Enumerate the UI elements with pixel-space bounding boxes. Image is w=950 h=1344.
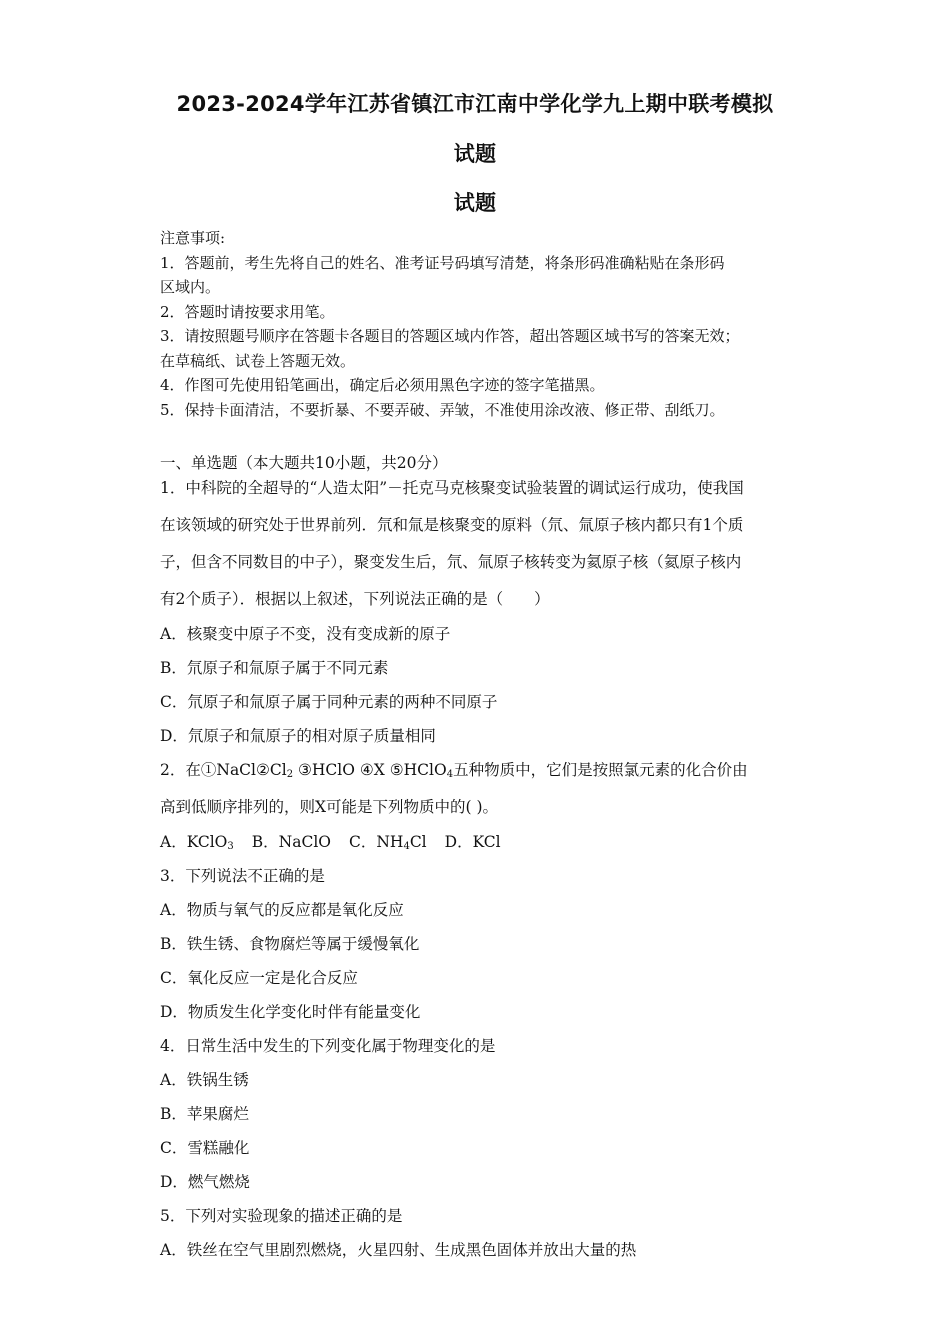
doc-title-line2: 试题 xyxy=(453,142,497,166)
notes-block xyxy=(160,226,810,422)
q2-option-c: C．NH xyxy=(348,833,404,851)
q4-option-c: C．雪糕融化 xyxy=(160,1139,250,1157)
q4-option-d: D．燃气燃烧 xyxy=(160,1173,250,1191)
notes-item: 在草稿纸、试卷上答题无效。 xyxy=(160,351,356,370)
q4-option-b: B．苹果腐烂 xyxy=(160,1105,249,1123)
q4-stem: 4．日常生活中发生的下列变化属于物理变化的是 xyxy=(160,1037,496,1055)
q2-stem-line1 xyxy=(160,758,748,780)
q2-options xyxy=(160,830,501,852)
q2-subscript: 3 xyxy=(227,841,234,852)
q2-stem-line2: 高到低顺序排列的，则X可能是下列物质中的( )。 xyxy=(160,798,499,816)
notes-item: 区域内。 xyxy=(160,278,221,296)
q3-stem: 3．下列说法不正确的是 xyxy=(160,867,325,885)
q5-stem: 5．下列对实验现象的描述正确的是 xyxy=(160,1207,403,1225)
notes-item: 1．答题前，考生先将自己的姓名、准考证号码填写清楚，将条形码准确粘贴在条形码 xyxy=(160,253,725,272)
q2-text: ②Cl xyxy=(256,761,287,779)
notes-heading: 注意事项: xyxy=(160,229,226,247)
q2-option-b: B．NaClO xyxy=(251,833,331,851)
doc-title-line3: 试题 xyxy=(453,191,497,215)
q2-option-c-tail: Cl xyxy=(409,833,427,851)
q3-option-d: D．物质发生化学变化时伴有能量变化 xyxy=(160,1003,421,1021)
q1-stem-line: 子，但含不同数目的中子），聚变发生后，氘、氚原子核转变为氦原子核（氦原子核内 xyxy=(160,553,742,571)
q1-stem-line: 在该领域的研究处于世界前列．氘和氚是核聚变的原料（氘、氚原子核内都只有1个质 xyxy=(160,516,744,534)
q2-formula-nacl: NaCl xyxy=(216,761,256,779)
q3-option-a: A．物质与氧气的反应都是氧化反应 xyxy=(160,901,404,919)
q4-option-a: A．铁锅生锈 xyxy=(160,1071,249,1089)
q2-option-d: D．KCl xyxy=(444,833,501,851)
q2-text: 五种物质中，它们是按照氯元素的化合价由 xyxy=(453,761,748,779)
q2-text: ③HClO ④X ⑤HClO xyxy=(293,761,447,779)
q3-option-c: C．氧化反应一定是化合反应 xyxy=(160,969,358,987)
q3-option-b: B．铁生锈、食物腐烂等属于缓慢氧化 xyxy=(160,935,420,953)
q5-option-a: A．铁丝在空气里剧烈燃烧，火星四射、生成黑色固体并放出大量的热 xyxy=(160,1241,637,1259)
q2-subscript: 4 xyxy=(403,841,410,852)
doc-title-line1: 2023-2024学年江苏省镇江市江南中学化学九上期中联考模拟 xyxy=(176,92,774,116)
q1-option-c: C．氘原子和氚原子属于同种元素的两种不同原子 xyxy=(160,693,498,711)
q2-text: 2．在① xyxy=(160,761,217,779)
notes-item: 2．答题时请按要求用笔。 xyxy=(160,302,335,321)
q1-stem-line: 1．中科院的全超导的“人造太阳”－托克马克核聚变试验装置的调试运行成功，使我国 xyxy=(160,479,744,497)
q1-option-a: A．核聚变中原子不变，没有变成新的原子 xyxy=(160,625,451,643)
q2-option-a: A．KClO xyxy=(160,833,228,851)
q1-option-d: D．氘原子和氚原子的相对原子质量相同 xyxy=(160,727,436,745)
notes-item: 4．作图可先使用铅笔画出，确定后必须用黑色字迹的签字笔描黑。 xyxy=(160,376,605,394)
q1-stem-line: 有2个质子）．根据以上叙述，下列说法正确的是（ ） xyxy=(160,590,550,608)
section-heading: 一、单选题（本大题共10小题，共20分） xyxy=(160,454,448,472)
notes-item: 5．保持卡面清洁，不要折暴、不要弄破、弄皱，不准使用涂改液、修正带、刮纸刀。 xyxy=(160,400,725,419)
q1-option-b: B．氘原子和氚原子属于不同元素 xyxy=(160,659,389,677)
q2-subscript: 4 xyxy=(446,769,454,780)
q2-subscript: 2 xyxy=(286,769,294,780)
notes-item: 3．请按照题号顺序在答题卡各题目的答题区域内作答，超出答题区域书写的答案无效； xyxy=(160,327,740,345)
